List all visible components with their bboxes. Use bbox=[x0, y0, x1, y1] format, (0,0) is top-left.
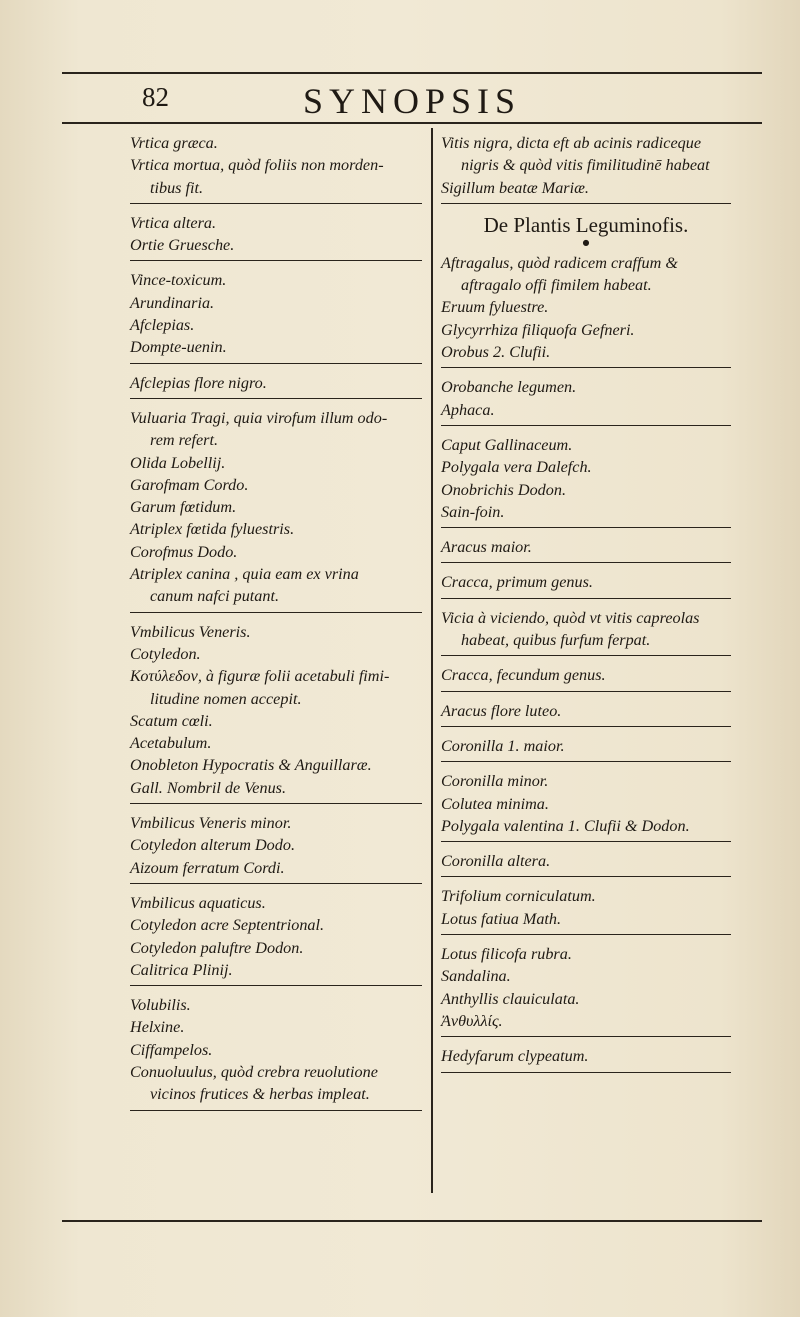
entry-line: rem refert. bbox=[150, 431, 219, 450]
list-item bbox=[441, 846, 731, 877]
section-heading: De Plantis Leguminofis. bbox=[483, 212, 689, 237]
entry-line: Vmbilicus Veneris minor. bbox=[130, 814, 292, 833]
entry-line: Cotyledon. bbox=[130, 644, 201, 663]
entry-line: Cotyledon acre Septentrional. bbox=[130, 916, 325, 935]
bottom-rule bbox=[62, 1220, 762, 1222]
list-item bbox=[441, 1041, 731, 1072]
page-number: 82 bbox=[142, 82, 169, 112]
entry-line: Κοτύλεδον, à figuræ folii acetabuli fimi- bbox=[130, 667, 390, 686]
list-item bbox=[441, 731, 731, 762]
list-item bbox=[441, 567, 731, 598]
entry-line: Colutea minima. bbox=[441, 794, 549, 813]
entry-line: Aizoum ferratum Cordi. bbox=[130, 858, 285, 877]
entry-line: Lotus fatiua Math. bbox=[441, 909, 562, 928]
list-item bbox=[441, 766, 731, 842]
entry-line: Polygala vera Dalefch. bbox=[441, 458, 592, 477]
list-item bbox=[130, 128, 422, 204]
page-header bbox=[62, 80, 762, 120]
entry-line: Eruum fyluestre. bbox=[441, 298, 549, 317]
page-title: SYNOPSIS bbox=[302, 81, 522, 121]
entry-line: tibus fit. bbox=[150, 178, 204, 197]
entry-line: Hedyfarum clypeatum. bbox=[441, 1047, 589, 1066]
entry-line: Sandalina. bbox=[441, 967, 511, 986]
list-item bbox=[441, 696, 731, 727]
list-item bbox=[441, 939, 731, 1037]
list-item bbox=[130, 888, 422, 986]
entry-line: nigris & quòd vitis fimilitudinē habeat bbox=[461, 156, 710, 175]
left-column bbox=[130, 128, 422, 1115]
entry-line: Aracus flore luteo. bbox=[441, 701, 562, 720]
list-item bbox=[441, 532, 731, 563]
entry-line: Coronilla altera. bbox=[441, 852, 551, 871]
entry-line: Vicia à viciendo, quòd vt vitis capreolas bbox=[441, 608, 700, 627]
list-item bbox=[130, 617, 422, 804]
entry-line: Orobus 2. Clufii. bbox=[441, 343, 551, 362]
entry-line: Gall. Nombril de Venus. bbox=[130, 778, 287, 797]
entry-line: Volubilis. bbox=[130, 996, 191, 1015]
list-item bbox=[441, 372, 731, 426]
list-item bbox=[441, 881, 731, 935]
list-item bbox=[441, 660, 731, 691]
list-item bbox=[130, 403, 422, 613]
entry-line: Dompte-uenin. bbox=[130, 338, 227, 357]
entry-line: Coronilla 1. maior. bbox=[441, 736, 565, 755]
entry-line: canum nafci putant. bbox=[150, 587, 280, 606]
entry-line: Sigillum beatæ Mariæ. bbox=[441, 178, 589, 197]
list-item bbox=[441, 248, 731, 368]
entry-line: Sain-foin. bbox=[441, 502, 505, 521]
entry-line: Aftragalus, quòd radicem craffum & bbox=[441, 253, 678, 272]
list-item bbox=[441, 128, 731, 204]
entry-line: Atriplex fœtida fyluestris. bbox=[130, 520, 295, 539]
entry-line: Onobrichis Dodon. bbox=[441, 480, 567, 499]
entry-line: aftragalo offi fimilem habeat. bbox=[461, 276, 652, 295]
entry-line: litudine nomen accepit. bbox=[150, 689, 302, 708]
entry-line: Glycyrrhiza filiquofa Gefneri. bbox=[441, 320, 635, 339]
entry-line: Vince-toxicum. bbox=[130, 271, 227, 290]
entry-line: Conuoluulus, quòd crebra reuolutione bbox=[130, 1062, 378, 1081]
entry-line: Scatum cœli. bbox=[130, 711, 213, 730]
entry-line: Arundinaria. bbox=[130, 293, 215, 312]
entry-line: Caput Gallinaceum. bbox=[441, 435, 573, 454]
entry-line: Vrtica græca. bbox=[130, 134, 218, 152]
entry-line: Helxine. bbox=[130, 1018, 185, 1037]
entry-line: Aracus maior. bbox=[441, 538, 532, 557]
entry-line: Ἀνθυλλίς. bbox=[441, 1011, 503, 1030]
entry-line: Afclepias. bbox=[130, 316, 195, 335]
entry-line: Aphaca. bbox=[441, 400, 495, 419]
column-divider bbox=[431, 128, 433, 1193]
list-item bbox=[441, 430, 731, 528]
top-rule bbox=[62, 72, 762, 74]
entry-line: Corofmus Dodo. bbox=[130, 542, 238, 561]
entry-line: Cotyledon alterum Dodo. bbox=[130, 836, 296, 855]
entry-line: Ortie Gruesche. bbox=[130, 236, 235, 255]
entry-line: habeat, quibus furfum ferpat. bbox=[461, 631, 651, 650]
entry-line: Vrtica mortua, quòd foliis non morden- bbox=[130, 156, 384, 175]
entry-line: Anthyllis clauiculata. bbox=[441, 989, 580, 1008]
list-item bbox=[441, 603, 731, 657]
entry-line: Cracca, fecundum genus. bbox=[441, 666, 606, 685]
heading-ornament: ● bbox=[582, 237, 590, 247]
entry-line: Cracca, primum genus. bbox=[441, 573, 593, 592]
entry-line: Garofmam Cordo. bbox=[130, 475, 249, 494]
entry-line: Lotus filicofa rubra. bbox=[441, 945, 572, 964]
entry-line: Onobleton Hypocratis & Anguillaræ. bbox=[130, 756, 372, 775]
entry-line: Ciffampelos. bbox=[130, 1040, 213, 1059]
list-item bbox=[130, 808, 422, 884]
entry-line: Coronilla minor. bbox=[441, 772, 549, 791]
entry-line: Vmbilicus aquaticus. bbox=[130, 893, 266, 912]
entry-line: Vitis nigra, dicta eft ab acinis radiceque bbox=[441, 134, 702, 152]
entry-line: Calitrica Plinij. bbox=[130, 960, 233, 979]
right-column bbox=[441, 128, 731, 1077]
entry-line: Vuluaria Tragi, quia virofum illum odo- bbox=[130, 408, 388, 427]
entry-line: Afclepias flore nigro. bbox=[130, 373, 267, 392]
entry-line: Vrtica altera. bbox=[130, 213, 217, 232]
list-item bbox=[130, 265, 422, 363]
entry-line: Atriplex canina , quia eam ex vrina bbox=[130, 565, 359, 584]
entry-line: Garum fœtidum. bbox=[130, 498, 237, 517]
list-item bbox=[130, 990, 422, 1110]
list-item bbox=[130, 368, 422, 399]
entry-line: Vmbilicus Veneris. bbox=[130, 622, 251, 641]
entry-line: Polygala valentina 1. Clufii & Dodon. bbox=[441, 816, 690, 835]
entry-line: Acetabulum. bbox=[130, 734, 212, 753]
entry-line: Olida Lobellij. bbox=[130, 453, 226, 472]
entry-line: vicinos frutices & herbas impleat. bbox=[150, 1085, 370, 1104]
entry-line: Orobanche legumen. bbox=[441, 378, 577, 397]
list-item bbox=[130, 208, 422, 262]
header-rule bbox=[62, 122, 762, 124]
entry-line: Trifolium corniculatum. bbox=[441, 887, 596, 906]
entry-line: Cotyledon paluftre Dodon. bbox=[130, 938, 304, 957]
